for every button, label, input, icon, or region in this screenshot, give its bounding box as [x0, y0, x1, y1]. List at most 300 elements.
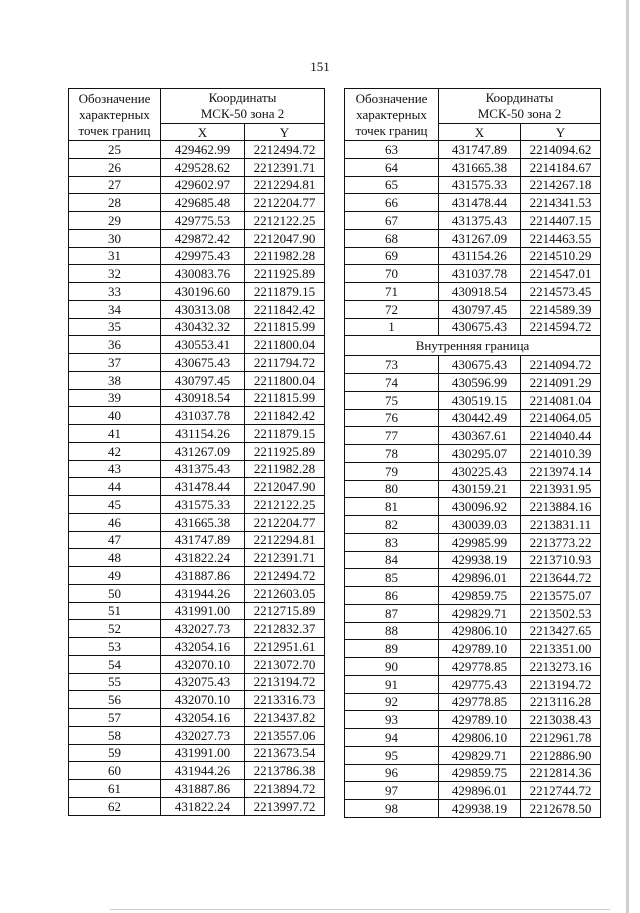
- table-row: [69, 442, 325, 460]
- point-number-cell: 84: [345, 551, 439, 569]
- point-number-cell: 96: [345, 764, 439, 782]
- table-row: [69, 354, 325, 372]
- y-coordinate-cell: 2213437.82: [245, 709, 325, 727]
- y-coordinate-cell: 2212715.89: [245, 602, 325, 620]
- table-row: [69, 194, 325, 212]
- table-row: [345, 640, 601, 658]
- point-number-cell: 74: [345, 374, 439, 392]
- y-coordinate-cell: 2214064.05: [521, 409, 601, 427]
- point-number-cell: 90: [345, 658, 439, 676]
- point-number-cell: 34: [69, 300, 161, 318]
- point-number-cell: 83: [345, 533, 439, 551]
- y-coordinate-cell: 2213997.72: [245, 797, 325, 815]
- x-coordinate-cell: 430295.07: [439, 445, 521, 463]
- table-row: [69, 549, 325, 567]
- x-coordinate-cell: 429896.01: [439, 569, 521, 587]
- table-row: [345, 729, 601, 747]
- point-number-cell: 78: [345, 445, 439, 463]
- header-label-line1: Обозначение: [355, 90, 428, 106]
- right-table-body-outer: [345, 141, 601, 336]
- point-number-cell: 86: [345, 587, 439, 605]
- header-row: [69, 89, 325, 124]
- point-number-cell: 49: [69, 567, 161, 585]
- x-coordinate-cell: 431154.26: [439, 247, 521, 265]
- x-coordinate-cell: 432070.10: [161, 655, 245, 673]
- y-coordinate-cell: 2211800.04: [245, 371, 325, 389]
- y-coordinate-cell: 2211879.15: [245, 283, 325, 301]
- point-number-cell: 61: [69, 780, 161, 798]
- x-coordinate-cell: 431037.78: [161, 407, 245, 425]
- point-number-cell: 51: [69, 602, 161, 620]
- table-row: [345, 569, 601, 587]
- x-coordinate-cell: 431665.38: [161, 513, 245, 531]
- point-number-cell: 25: [69, 141, 161, 159]
- x-coordinate-cell: 431944.26: [161, 762, 245, 780]
- x-coordinate-cell: 431822.24: [161, 549, 245, 567]
- point-number-cell: 94: [345, 729, 439, 747]
- y-coordinate-cell: 2213884.16: [521, 498, 601, 516]
- table-row: [345, 462, 601, 480]
- point-number-cell: 41: [69, 425, 161, 443]
- point-number-cell: 44: [69, 478, 161, 496]
- point-number-cell: 75: [345, 391, 439, 409]
- table-row: [345, 675, 601, 693]
- x-coordinate-cell: 429872.42: [161, 229, 245, 247]
- table-row: [69, 300, 325, 318]
- table-row: [69, 389, 325, 407]
- point-number-cell: 45: [69, 496, 161, 514]
- point-number-cell: 69: [345, 247, 439, 265]
- table-row: [69, 425, 325, 443]
- x-coordinate-cell: 429806.10: [439, 729, 521, 747]
- x-coordinate-cell: 429528.62: [161, 158, 245, 176]
- point-number-cell: 35: [69, 318, 161, 336]
- y-coordinate-cell: 2214010.39: [521, 445, 601, 463]
- table-row: [345, 746, 601, 764]
- point-number-cell: 89: [345, 640, 439, 658]
- table-row: [345, 498, 601, 516]
- y-coordinate-cell: 2212294.81: [245, 176, 325, 194]
- x-coordinate-cell: 431887.86: [161, 780, 245, 798]
- table-row: [69, 691, 325, 709]
- point-number-cell: 29: [69, 212, 161, 230]
- x-coordinate-cell: 430918.54: [161, 389, 245, 407]
- table-row: [345, 141, 601, 159]
- y-coordinate-cell: 2212744.72: [521, 782, 601, 800]
- table-row: [69, 797, 325, 815]
- table-row: [345, 356, 601, 374]
- x-coordinate-cell: 432027.73: [161, 726, 245, 744]
- y-coordinate-cell: 2212204.77: [245, 513, 325, 531]
- point-number-cell: 64: [345, 158, 439, 176]
- header-x: X: [439, 124, 521, 141]
- y-coordinate-cell: 2212832.37: [245, 620, 325, 638]
- y-coordinate-cell: 2214510.29: [521, 247, 601, 265]
- y-coordinate-cell: 2211925.89: [245, 442, 325, 460]
- y-coordinate-cell: 2213894.72: [245, 780, 325, 798]
- point-number-cell: 70: [345, 265, 439, 283]
- y-coordinate-cell: 2211982.28: [245, 247, 325, 265]
- y-coordinate-cell: 2214091.29: [521, 374, 601, 392]
- point-number-cell: 38: [69, 371, 161, 389]
- x-coordinate-cell: 430096.92: [439, 498, 521, 516]
- table-row: [345, 374, 601, 392]
- x-coordinate-cell: 432075.43: [161, 673, 245, 691]
- point-number-cell: 52: [69, 620, 161, 638]
- table-row: [345, 427, 601, 445]
- x-coordinate-cell: 431375.43: [161, 460, 245, 478]
- x-coordinate-cell: 429985.99: [439, 533, 521, 551]
- table-row: [69, 460, 325, 478]
- y-coordinate-cell: 2212047.90: [245, 478, 325, 496]
- table-row: [69, 496, 325, 514]
- y-coordinate-cell: 2214094.62: [521, 141, 601, 159]
- table-row: [345, 516, 601, 534]
- point-number-cell: 32: [69, 265, 161, 283]
- x-coordinate-cell: 430553.41: [161, 336, 245, 354]
- point-number-cell: 28: [69, 194, 161, 212]
- point-number-cell: 81: [345, 498, 439, 516]
- x-coordinate-cell: 431375.43: [439, 212, 521, 230]
- header-label-line3: точек границ: [355, 122, 428, 138]
- point-number-cell: 57: [69, 709, 161, 727]
- right-coordinates-table: [344, 88, 601, 818]
- x-coordinate-cell: 431887.86: [161, 567, 245, 585]
- table-row: [345, 533, 601, 551]
- scan-edge: [626, 0, 629, 913]
- x-coordinate-cell: 429789.10: [439, 640, 521, 658]
- x-coordinate-cell: 431037.78: [439, 265, 521, 283]
- right-table-body-inner: [345, 356, 601, 818]
- point-number-cell: 46: [69, 513, 161, 531]
- table-row: [69, 744, 325, 762]
- point-number-cell: 91: [345, 675, 439, 693]
- table-row: [345, 622, 601, 640]
- x-coordinate-cell: 430797.45: [439, 300, 521, 318]
- x-coordinate-cell: 429938.19: [439, 551, 521, 569]
- y-coordinate-cell: 2211842.42: [245, 407, 325, 425]
- y-coordinate-cell: 2213038.43: [521, 711, 601, 729]
- header-coordinates: [161, 89, 325, 124]
- x-coordinate-cell: 429896.01: [439, 782, 521, 800]
- y-coordinate-cell: 2214573.45: [521, 283, 601, 301]
- table-row: [69, 726, 325, 744]
- table-row: [345, 445, 601, 463]
- point-number-cell: 53: [69, 638, 161, 656]
- table-row: [69, 158, 325, 176]
- y-coordinate-cell: 2212294.81: [245, 531, 325, 549]
- table-row: [345, 658, 601, 676]
- x-coordinate-cell: 432027.73: [161, 620, 245, 638]
- point-number-cell: 48: [69, 549, 161, 567]
- header-x: X: [161, 124, 245, 141]
- point-number-cell: 33: [69, 283, 161, 301]
- table-row: [69, 709, 325, 727]
- table-row: [69, 141, 325, 159]
- table-row: [69, 638, 325, 656]
- table-row: [345, 480, 601, 498]
- y-coordinate-cell: 2214407.15: [521, 212, 601, 230]
- y-coordinate-cell: 2211925.89: [245, 265, 325, 283]
- left-coordinates-table: [68, 88, 325, 816]
- inner-boundary-section: [345, 336, 601, 356]
- x-coordinate-cell: 431154.26: [161, 425, 245, 443]
- table-row: [69, 336, 325, 354]
- point-number-cell: 66: [345, 194, 439, 212]
- y-coordinate-cell: 2213116.28: [521, 693, 601, 711]
- inner-boundary-label: Внутренняя граница: [345, 336, 601, 356]
- y-coordinate-cell: 2213575.07: [521, 587, 601, 605]
- point-number-cell: 59: [69, 744, 161, 762]
- y-coordinate-cell: 2214463.55: [521, 229, 601, 247]
- scan-bottom-line: [110, 909, 610, 910]
- y-coordinate-cell: 2212122.25: [245, 212, 325, 230]
- point-number-cell: 43: [69, 460, 161, 478]
- x-coordinate-cell: 430083.76: [161, 265, 245, 283]
- x-coordinate-cell: 431478.44: [161, 478, 245, 496]
- point-number-cell: 63: [345, 141, 439, 159]
- x-coordinate-cell: 431665.38: [439, 158, 521, 176]
- table-row: [69, 620, 325, 638]
- header-label-line1: Обозначение: [78, 90, 151, 106]
- point-number-cell: 71: [345, 283, 439, 301]
- table-row: [345, 283, 601, 301]
- x-coordinate-cell: 429685.48: [161, 194, 245, 212]
- point-number-cell: 80: [345, 480, 439, 498]
- table-row: [345, 229, 601, 247]
- table-row: [69, 318, 325, 336]
- x-coordinate-cell: 432054.16: [161, 638, 245, 656]
- point-number-cell: 97: [345, 782, 439, 800]
- y-coordinate-cell: 2213710.93: [521, 551, 601, 569]
- point-number-cell: 50: [69, 584, 161, 602]
- header-point-label: [345, 89, 439, 141]
- table-row: [69, 265, 325, 283]
- header-point-label: [69, 89, 161, 141]
- table-row: [345, 604, 601, 622]
- point-number-cell: 54: [69, 655, 161, 673]
- y-coordinate-cell: 2212391.71: [245, 158, 325, 176]
- table-row: [69, 176, 325, 194]
- y-coordinate-cell: 2214040.44: [521, 427, 601, 445]
- x-coordinate-cell: 429859.75: [439, 587, 521, 605]
- y-coordinate-cell: 2212494.72: [245, 567, 325, 585]
- table-row: [69, 567, 325, 585]
- y-coordinate-cell: 2213273.16: [521, 658, 601, 676]
- y-coordinate-cell: 2212814.36: [521, 764, 601, 782]
- x-coordinate-cell: 429775.53: [161, 212, 245, 230]
- table-row: [69, 212, 325, 230]
- header-coords-line1: Координаты: [208, 90, 277, 105]
- y-coordinate-cell: 2214081.04: [521, 391, 601, 409]
- x-coordinate-cell: 429775.43: [439, 675, 521, 693]
- inner-boundary-row: [345, 336, 601, 356]
- table-row: [345, 194, 601, 212]
- header-label-line2: характерных: [356, 106, 427, 122]
- header-row: [345, 89, 601, 124]
- header-coords-line2: МСК-50 зона 2: [200, 106, 285, 121]
- table-row: [345, 391, 601, 409]
- y-coordinate-cell: 2212047.90: [245, 229, 325, 247]
- table-row: [69, 371, 325, 389]
- y-coordinate-cell: 2213351.00: [521, 640, 601, 658]
- x-coordinate-cell: 431991.00: [161, 744, 245, 762]
- y-coordinate-cell: 2211879.15: [245, 425, 325, 443]
- point-number-cell: 95: [345, 746, 439, 764]
- x-coordinate-cell: 429859.75: [439, 764, 521, 782]
- table-row: [69, 229, 325, 247]
- table-row: [345, 693, 601, 711]
- x-coordinate-cell: 430675.43: [439, 318, 521, 336]
- point-number-cell: 73: [345, 356, 439, 374]
- x-coordinate-cell: 429806.10: [439, 622, 521, 640]
- point-number-cell: 67: [345, 212, 439, 230]
- y-coordinate-cell: 2211842.42: [245, 300, 325, 318]
- y-coordinate-cell: 2211815.99: [245, 389, 325, 407]
- x-coordinate-cell: 430432.32: [161, 318, 245, 336]
- y-coordinate-cell: 2211794.72: [245, 354, 325, 372]
- table-row: [345, 265, 601, 283]
- table-row: [69, 762, 325, 780]
- y-coordinate-cell: 2212603.05: [245, 584, 325, 602]
- point-number-cell: 31: [69, 247, 161, 265]
- y-coordinate-cell: 2211815.99: [245, 318, 325, 336]
- point-number-cell: 82: [345, 516, 439, 534]
- table-row: [345, 800, 601, 818]
- table-row: [345, 318, 601, 336]
- point-number-cell: 76: [345, 409, 439, 427]
- point-number-cell: 47: [69, 531, 161, 549]
- right-coordinates-table-wrap: [344, 88, 601, 818]
- y-coordinate-cell: 2211800.04: [245, 336, 325, 354]
- y-coordinate-cell: 2213194.72: [245, 673, 325, 691]
- x-coordinate-cell: 429789.10: [439, 711, 521, 729]
- point-number-cell: 65: [345, 176, 439, 194]
- x-coordinate-cell: 430313.08: [161, 300, 245, 318]
- table-row: [69, 655, 325, 673]
- header-coords-line2: МСК-50 зона 2: [477, 106, 562, 121]
- table-row: [69, 478, 325, 496]
- y-coordinate-cell: 2212204.77: [245, 194, 325, 212]
- y-coordinate-cell: 2214094.72: [521, 356, 601, 374]
- y-coordinate-cell: 2213557.06: [245, 726, 325, 744]
- point-number-cell: 79: [345, 462, 439, 480]
- table-row: [69, 513, 325, 531]
- y-coordinate-cell: 2212886.90: [521, 746, 601, 764]
- table-row: [345, 711, 601, 729]
- y-coordinate-cell: 2213673.54: [245, 744, 325, 762]
- y-coordinate-cell: 2212951.61: [245, 638, 325, 656]
- point-number-cell: 56: [69, 691, 161, 709]
- point-number-cell: 87: [345, 604, 439, 622]
- y-coordinate-cell: 2213786.38: [245, 762, 325, 780]
- table-row: [345, 158, 601, 176]
- x-coordinate-cell: 429602.97: [161, 176, 245, 194]
- table-row: [345, 300, 601, 318]
- table-row: [69, 673, 325, 691]
- page-number: 151: [310, 59, 330, 74]
- point-number-cell: 92: [345, 693, 439, 711]
- x-coordinate-cell: 430797.45: [161, 371, 245, 389]
- y-coordinate-cell: 2213974.14: [521, 462, 601, 480]
- point-number-cell: 39: [69, 389, 161, 407]
- x-coordinate-cell: 431747.89: [439, 141, 521, 159]
- table-row: [69, 780, 325, 798]
- table-row: [69, 247, 325, 265]
- x-coordinate-cell: 431944.26: [161, 584, 245, 602]
- y-coordinate-cell: 2213072.70: [245, 655, 325, 673]
- y-coordinate-cell: 2213502.53: [521, 604, 601, 622]
- x-coordinate-cell: 431991.00: [161, 602, 245, 620]
- y-coordinate-cell: 2213316.73: [245, 691, 325, 709]
- x-coordinate-cell: 429778.85: [439, 658, 521, 676]
- x-coordinate-cell: 430225.43: [439, 462, 521, 480]
- y-coordinate-cell: 2214589.39: [521, 300, 601, 318]
- x-coordinate-cell: 431478.44: [439, 194, 521, 212]
- left-table-body: [69, 141, 325, 816]
- x-coordinate-cell: 430519.15: [439, 391, 521, 409]
- point-number-cell: 77: [345, 427, 439, 445]
- header-coords-line1: Координаты: [485, 90, 554, 105]
- x-coordinate-cell: 429829.71: [439, 746, 521, 764]
- point-number-cell: 42: [69, 442, 161, 460]
- x-coordinate-cell: 429975.43: [161, 247, 245, 265]
- x-coordinate-cell: 431267.09: [161, 442, 245, 460]
- table-row: [69, 283, 325, 301]
- x-coordinate-cell: 431575.33: [161, 496, 245, 514]
- y-coordinate-cell: 2214594.72: [521, 318, 601, 336]
- point-number-cell: 36: [69, 336, 161, 354]
- x-coordinate-cell: 431575.33: [439, 176, 521, 194]
- point-number-cell: 37: [69, 354, 161, 372]
- point-number-cell: 68: [345, 229, 439, 247]
- point-number-cell: 27: [69, 176, 161, 194]
- y-coordinate-cell: 2212494.72: [245, 141, 325, 159]
- x-coordinate-cell: 429829.71: [439, 604, 521, 622]
- table-row: [69, 584, 325, 602]
- table-row: [345, 551, 601, 569]
- x-coordinate-cell: 430596.99: [439, 374, 521, 392]
- table-row: [345, 212, 601, 230]
- table-row: [69, 531, 325, 549]
- point-number-cell: 62: [69, 797, 161, 815]
- y-coordinate-cell: 2213644.72: [521, 569, 601, 587]
- point-number-cell: 40: [69, 407, 161, 425]
- header-y: Y: [521, 124, 601, 141]
- y-coordinate-cell: 2214547.01: [521, 265, 601, 283]
- table-row: [345, 409, 601, 427]
- x-coordinate-cell: 430442.49: [439, 409, 521, 427]
- point-number-cell: 55: [69, 673, 161, 691]
- point-number-cell: 88: [345, 622, 439, 640]
- point-number-cell: 26: [69, 158, 161, 176]
- table-row: [345, 247, 601, 265]
- x-coordinate-cell: 430039.03: [439, 516, 521, 534]
- table-row: [345, 764, 601, 782]
- header-y: Y: [245, 124, 325, 141]
- y-coordinate-cell: 2213831.11: [521, 516, 601, 534]
- y-coordinate-cell: 2212391.71: [245, 549, 325, 567]
- y-coordinate-cell: 2214184.67: [521, 158, 601, 176]
- y-coordinate-cell: 2214267.18: [521, 176, 601, 194]
- table-row: [345, 782, 601, 800]
- y-coordinate-cell: 2211982.28: [245, 460, 325, 478]
- point-number-cell: 85: [345, 569, 439, 587]
- left-coordinates-table-wrap: [68, 88, 325, 816]
- x-coordinate-cell: 432070.10: [161, 691, 245, 709]
- y-coordinate-cell: 2212961.78: [521, 729, 601, 747]
- header-label-line3: точек границ: [78, 122, 151, 138]
